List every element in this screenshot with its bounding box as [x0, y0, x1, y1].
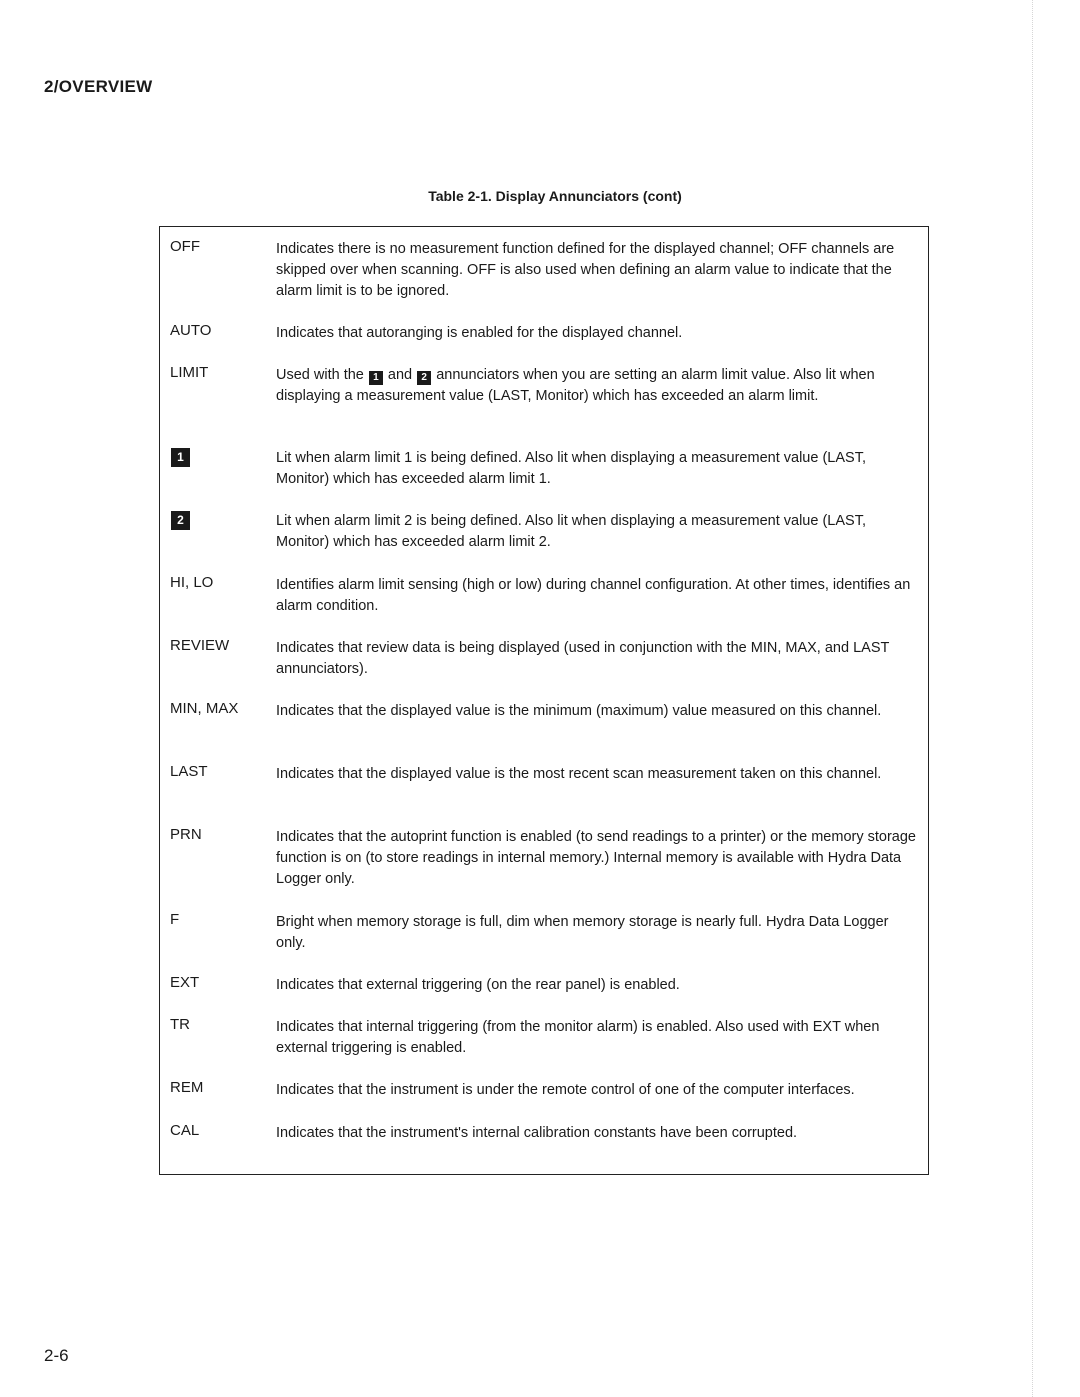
annunciator-description: Indicates that autoranging is enabled for the displayed channel.: [276, 325, 683, 341]
annunciator-term: OFF: [170, 238, 200, 255]
annunciator-term: REM: [170, 1079, 204, 1096]
annunciator-term: AUTO: [170, 322, 212, 339]
annunciator-term: REVIEW: [170, 637, 230, 654]
annunciator-description: Indicates that the displayed value is the minimum (maximum) value measured on this channel.: [276, 703, 882, 719]
annunciator-description: Bright when memory storage is full, dim when memory storage is nearly full. Hydra Data Logger only.: [276, 914, 889, 951]
annunciator-description: Lit when alarm limit 1 is being defined. Also lit when displaying a measurement value (LAST, Monitor) which has exceeded alarm limit 1.: [276, 450, 866, 487]
annunciator-description: Identifies alarm limit sensing (high or low) during channel configuration. At other times, identifies an alarm condition.: [276, 577, 911, 614]
page-edge-rule: [1032, 0, 1033, 1397]
annunciator-description: Indicates that the displayed value is the most recent scan measurement taken on this channel.: [276, 766, 882, 782]
annunciator-term: [170, 446, 191, 467]
alarm-limit-2-icon: 2: [171, 511, 190, 530]
alarm-limit-1-icon: 1: [369, 371, 383, 385]
description-text: and: [387, 367, 413, 383]
page-number: 2-6: [44, 1346, 69, 1365]
annunciator-description: Indicates that review data is being displayed (used in conjunction with the MIN, MAX, and LAST annunciators).: [276, 640, 890, 677]
annunciator-description: Indicates there is no measurement function defined for the displayed channel; OFF channels are skipped over when scanning. OFF is also used when defining an alarm value to indicate that the alarm limit is to be ignored.: [276, 241, 895, 299]
annunciator-term: LAST: [170, 763, 208, 780]
annunciator-description: Indicates that internal triggering (from the monitor alarm) is enabled. Also used with EXT when external triggering is enabled.: [276, 1019, 880, 1056]
alarm-limit-1-icon: 1: [171, 448, 190, 467]
annunciator-term: HI, LO: [170, 574, 214, 591]
annunciator-description: [276, 365, 922, 407]
annunciator-description: Indicates that the instrument is under the remote control of one of the computer interfaces.: [276, 1082, 855, 1098]
annunciator-description: Indicates that the instrument's internal calibration constants have been corrupted.: [276, 1125, 798, 1141]
annunciator-description: Indicates that the autoprint function is enabled (to send readings to a printer) or the memory storage function is on (to store readings in internal memory.) Internal memory is available with Hydra Data Logger only.: [276, 829, 916, 887]
annunciator-term: F: [170, 911, 180, 928]
annunciator-description: Lit when alarm limit 2 is being defined. Also lit when displaying a measurement value (LAST, Monitor) which has exceeded alarm limit 2.: [276, 513, 866, 550]
description-text: annunciators when you are setting an alarm limit value. Also lit when displaying a measurement value (LAST, Monitor) which has exceeded an alarm limit.: [276, 367, 875, 404]
section-header: 2/OVERVIEW: [44, 77, 153, 96]
annunciator-description: Indicates that external triggering (on the rear panel) is enabled.: [276, 977, 680, 993]
annunciator-term: CAL: [170, 1122, 200, 1139]
annunciator-term: EXT: [170, 974, 200, 991]
annunciator-term: MIN, MAX: [170, 700, 239, 717]
description-text: Used with the: [276, 367, 364, 383]
annunciator-term: [170, 509, 191, 530]
annunciator-term: LIMIT: [170, 364, 209, 381]
alarm-limit-2-icon: 2: [417, 371, 431, 385]
annunciator-table: [159, 226, 929, 1175]
table-title: Table 2-1. Display Annunciators (cont): [428, 188, 682, 204]
annunciator-term: TR: [170, 1016, 190, 1033]
annunciator-term: PRN: [170, 826, 202, 843]
